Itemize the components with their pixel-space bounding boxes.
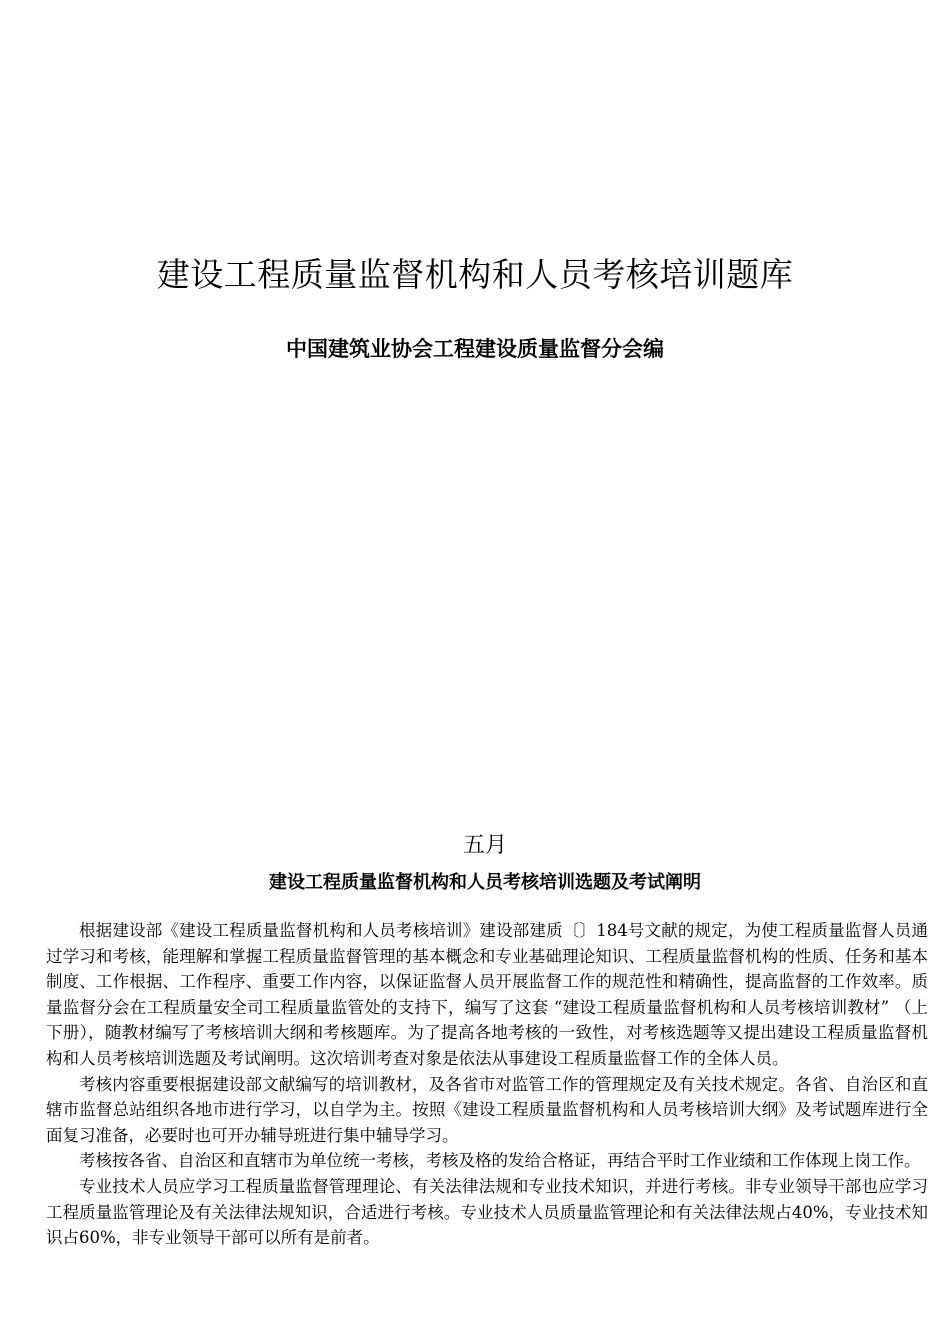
section-title: 建设工程质量监督机构和人员考核培训选题及考试阐明 (269, 872, 701, 893)
document-title: 建设工程质量监督机构和人员考核培训题库 (156, 255, 794, 294)
paragraph: 专业技术人员应学习工程质量监督管理理论、有关法律法规和专业技术知识，并进行考核。非专业领导干部也应学习工程质量监管理论及有关法律法规知识，合适进行考核。专业技术人员质量监管理论和有关法律法规占40%，专业技术知识占60%，非专业领导干部可以所有是前者。 (46, 1176, 928, 1248)
document-editor: 中国建筑业协会工程建设质量监督分会编 (286, 337, 664, 361)
paragraph: 根据建设部《建设工程质量监督机构和人员考核培训》建设部建质〔〕184号文献的规定，为使工程质量监督人员通过学习和考核，能理解和掌握工程质量监督管理的基本概念和专业基础理论知识、工程质量监督机构的性质、任务和基本制度、工作根据、工作程序、重要工作内容，以保证监督人员开展监督工作的规范性和精确性，提高监督的工作效率。质量监督分会在工程质量安全司工程质量监管处的支持下，编写了这套 “建设工程质量监督机构和人员考核培训教材” （上下册），随教材编写了考核培训大纲和考核题库。为了提高各地考核的一致性，对考核选题等又提出建设工程质量监督机构和人员考核培训选题及考试阐明。这次培训考查对象是依法从事建设工程质量监督工作的全体人员。 (46, 921, 928, 1068)
document-date: 五月 (462, 833, 507, 858)
paragraph: 考核按各省、自治区和直辖市为单位统一考核，考核及格的发给合格证，再结合平时工作业绩和工作体现上岗工作。 (79, 1151, 921, 1171)
paragraph: 考核内容重要根据建设部文献编写的培训教材，及各省市对监管工作的管理规定及有关技术规定。各省、自治区和直辖市监督总站组织各地市进行学习，以自学为主。按照《建设工程质量监督机构和人员考核培训大纲》及考试题库进行全面复习准备，必要时也可开办辅导班进行集中辅导学习。 (46, 1074, 928, 1145)
body-text (46, 918, 928, 1251)
